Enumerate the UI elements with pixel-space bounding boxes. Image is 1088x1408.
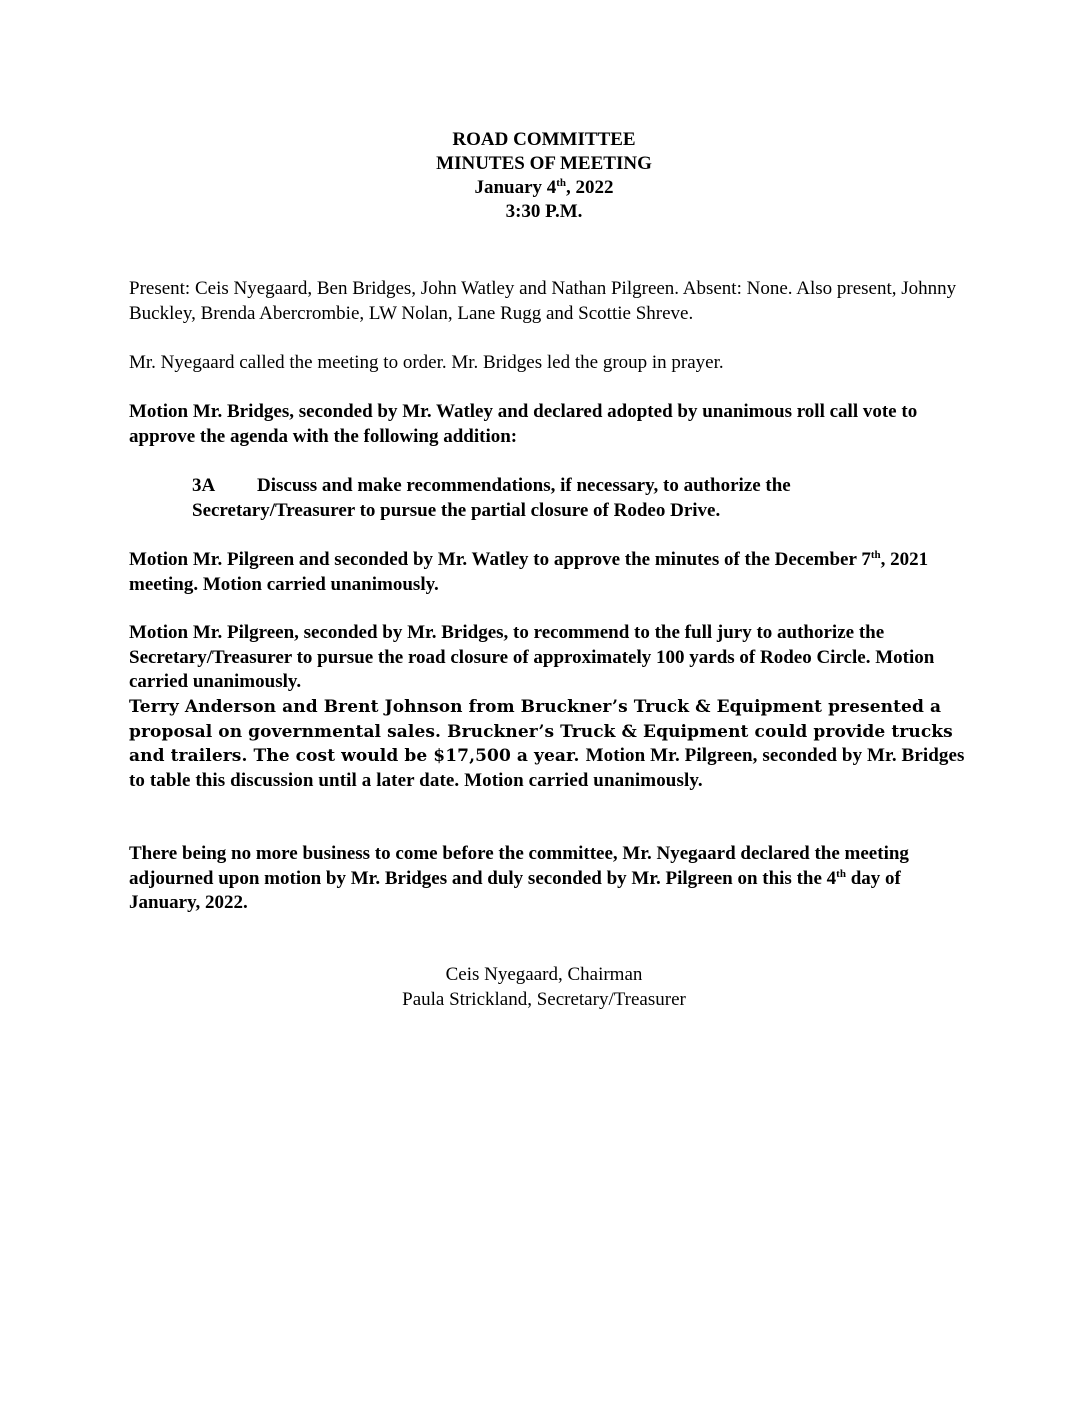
signature-block (0, 963, 1088, 1012)
minutes-motion-text: Motion Mr. Pilgreen and seconded by Mr. Watley to approve the minutes of the December 7 (129, 549, 871, 570)
meeting-date-year: , 2022 (566, 177, 614, 198)
minutes-motion-paragraph (129, 548, 969, 597)
agenda-addition-item (192, 474, 952, 523)
committee-title: ROAD COMMITTEE (452, 129, 636, 150)
adjournment-text-end: day of January, 2022. (129, 867, 901, 913)
agenda-item-text: Discuss and make recommendations, if necessary, to authorize the Secretary/Treasurer to pursue the partial closure of Rodeo Drive. (192, 475, 791, 521)
agenda-motion-paragraph: Motion Mr. Bridges, seconded by Mr. Watley and declared adopted by unanimous roll call vote to approve the agenda with the following addition: (129, 401, 918, 447)
minutes-motion-ordinal: th (870, 549, 881, 561)
chairman-signature: Ceis Nyegaard, Chairman (445, 964, 643, 985)
meeting-date-ordinal: th (556, 177, 567, 189)
agenda-item-number: 3A (192, 475, 216, 496)
attendance-paragraph: Present: Ceis Nyegaard, Ben Bridges, John Watley and Nathan Pilgreen. Absent: None. Also present, Johnny Buckley, Brenda Abercrombie, LW Nolan, Lane Rugg and Scottie Shreve. (129, 278, 957, 324)
proposal-paragraph (129, 695, 969, 793)
proposal-motion-text: Motion Mr. Pilgreen, seconded by Mr. Bridges to table this discussion until a later date. Motion carried unanimously. (129, 745, 965, 791)
meeting-date-prefix: January 4 (474, 177, 557, 198)
meeting-date (0, 176, 1088, 200)
minutes-motion-text-end: , 2021 meeting. Motion carried unanimously. (129, 549, 929, 595)
meeting-time: 3:30 P.M. (505, 201, 583, 222)
adjournment-text: There being no more business to come before the committee, Mr. Nyegaard declared the meeting adjourned upon motion by Mr. Bridges and duly seconded by Mr. Pilgreen on this the 4 (129, 843, 909, 889)
minutes-title: MINUTES OF MEETING (436, 153, 652, 174)
secretary-signature: Paula Strickland, Secretary/Treasurer (402, 988, 686, 1010)
document-header (0, 128, 1088, 224)
adjournment-ordinal: th (836, 867, 846, 880)
proposal-text: Terry Anderson and Brent Johnson from Bruckner’s Truck & Equipment presented a proposal on governmental sales. Bruckner’s Truck & Equipment could provide trucks and trailers. The cost would be $17,500 a year. (129, 697, 953, 766)
adjournment-paragraph (129, 842, 969, 916)
road-closure-motion-paragraph: Motion Mr. Pilgreen, seconded by Mr. Bridges, to recommend to the full jury to authorize the Secretary/Treasurer to pursue the road closure of approximately 100 yards of Rodeo Circle. Motion carried unanimously. (129, 622, 935, 692)
call-to-order-paragraph: Mr. Nyegaard called the meeting to order. Mr. Bridges led the group in prayer. (129, 352, 724, 373)
